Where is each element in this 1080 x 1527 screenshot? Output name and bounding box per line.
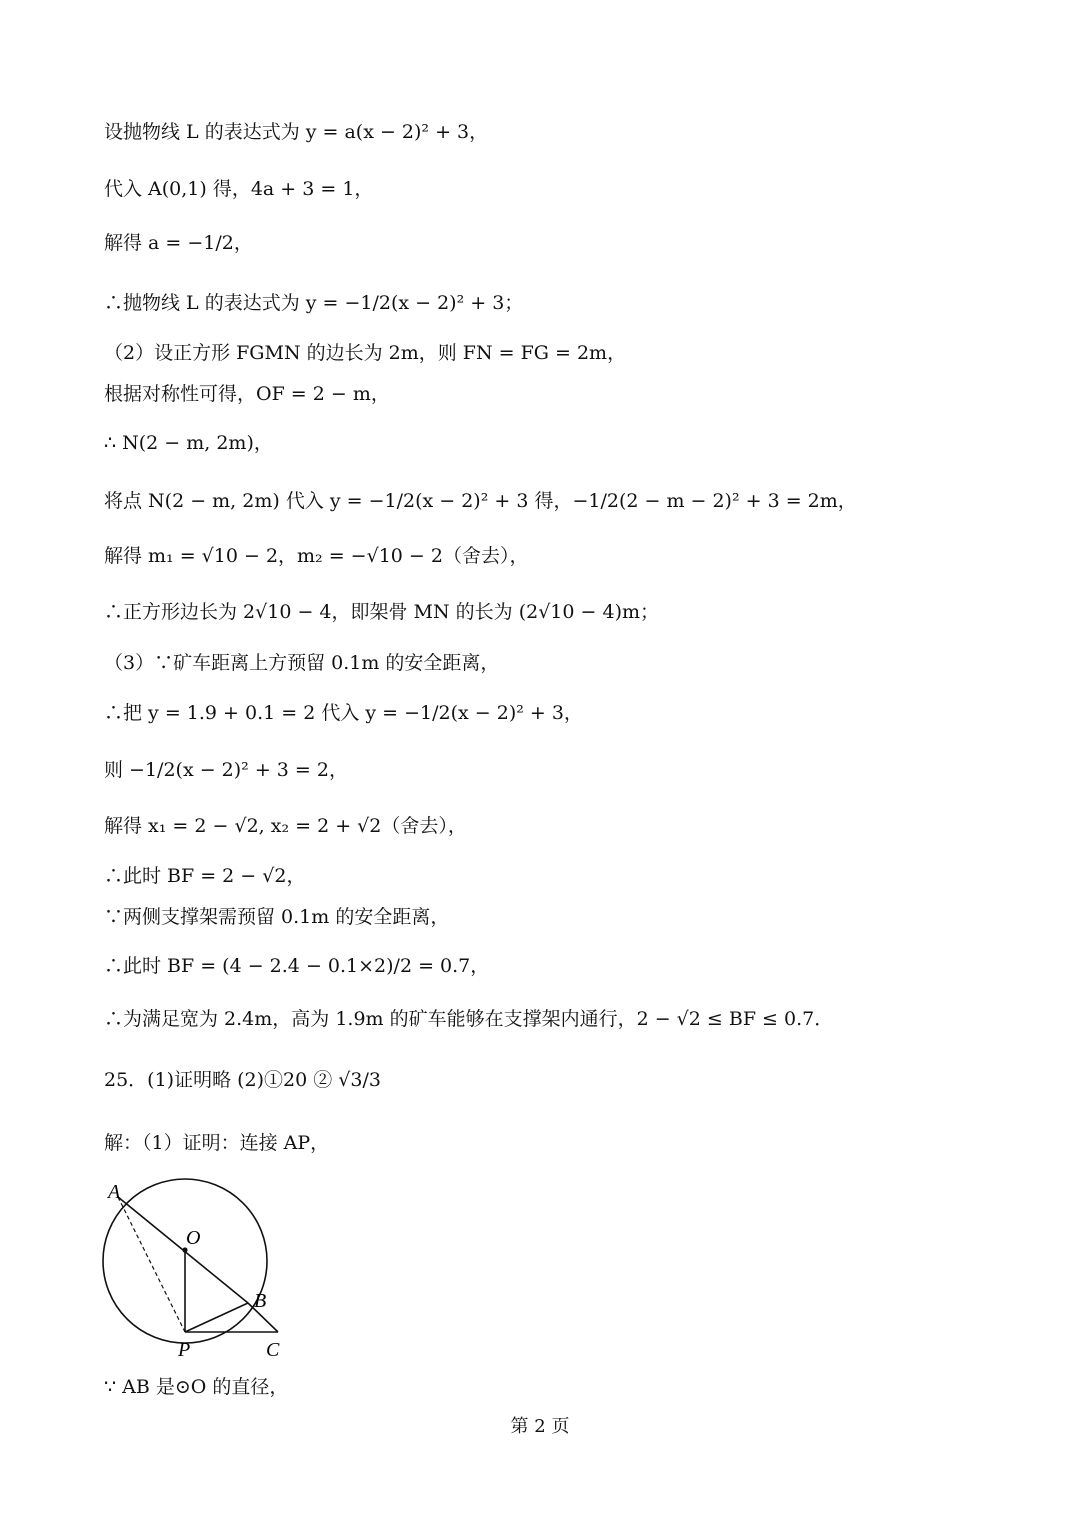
- label-c: C: [266, 1339, 280, 1361]
- text-line: ∴此时 BF = (4 − 2.4 − 0.1×2)/2 = 0.7，: [104, 955, 490, 977]
- text-line: 根据对称性可得，OF = 2 − m，: [104, 383, 390, 405]
- text-line: ∴为满足宽为 2.4m，高为 1.9m 的矿车能够在支撑架内通行，2 − √2 ≤ BF ≤ 0.7．: [104, 1008, 834, 1030]
- line-pb: [185, 1303, 248, 1332]
- text-line: ∴抛物线 L 的表达式为 y = −1/2(x − 2)² + 3；: [104, 292, 524, 314]
- page-number: 第 2 页: [510, 1416, 570, 1437]
- geometry-figure: [100, 1172, 300, 1362]
- line-ap-dashed: [118, 1197, 185, 1332]
- text-line: 解得 a = −1/2，: [104, 232, 253, 254]
- text-line: ∵两侧支撑架需预留 0.1m 的安全距离，: [104, 906, 450, 928]
- text-line: ∵ AB 是⊙O 的直径，: [104, 1376, 289, 1398]
- text-line: ∴把 y = 1.9 + 0.1 = 2 代入 y = −1/2(x − 2)² + 3，: [104, 702, 583, 724]
- text-line: 则 −1/2(x − 2)² + 3 = 2，: [104, 759, 348, 781]
- text-line: 将点 N(2 − m, 2m) 代入 y = −1/2(x − 2)² + 3 得，−1/2(2 − m − 2)² + 3 = 2m，: [104, 490, 857, 512]
- label-p: P: [178, 1339, 191, 1361]
- text-line: 25．(1)证明略 (2)①20 ② √3/3: [104, 1069, 381, 1091]
- label-b: B: [254, 1290, 267, 1312]
- text-line: 设抛物线 L 的表达式为 y = a(x − 2)² + 3，: [104, 121, 489, 143]
- text-line: ∴ N(2 − m, 2m)，: [104, 432, 273, 454]
- text-line: 解：（1）证明：连接 AP，: [104, 1132, 330, 1154]
- text-line: （3）∵矿车距离上方预留 0.1m 的安全距离，: [104, 652, 500, 674]
- text-line: 代入 A(0,1) 得，4a + 3 = 1，: [104, 178, 374, 200]
- text-line: ∴此时 BF = 2 − √2，: [104, 865, 306, 887]
- text-line: ∴正方形边长为 2√10 − 4，即架骨 MN 的长为 (2√10 − 4)m；: [104, 601, 659, 623]
- text-line: （2）设正方形 FGMN 的边长为 2m，则 FN = FG = 2m，: [104, 342, 627, 364]
- label-a: A: [108, 1181, 121, 1203]
- text-line: 解得 x₁ = 2 − √2, x₂ = 2 + √2（舍去），: [104, 815, 467, 837]
- label-o: O: [186, 1227, 201, 1249]
- text-line: 解得 m₁ = √10 − 2，m₂ = −√10 − 2（舍去），: [104, 545, 529, 567]
